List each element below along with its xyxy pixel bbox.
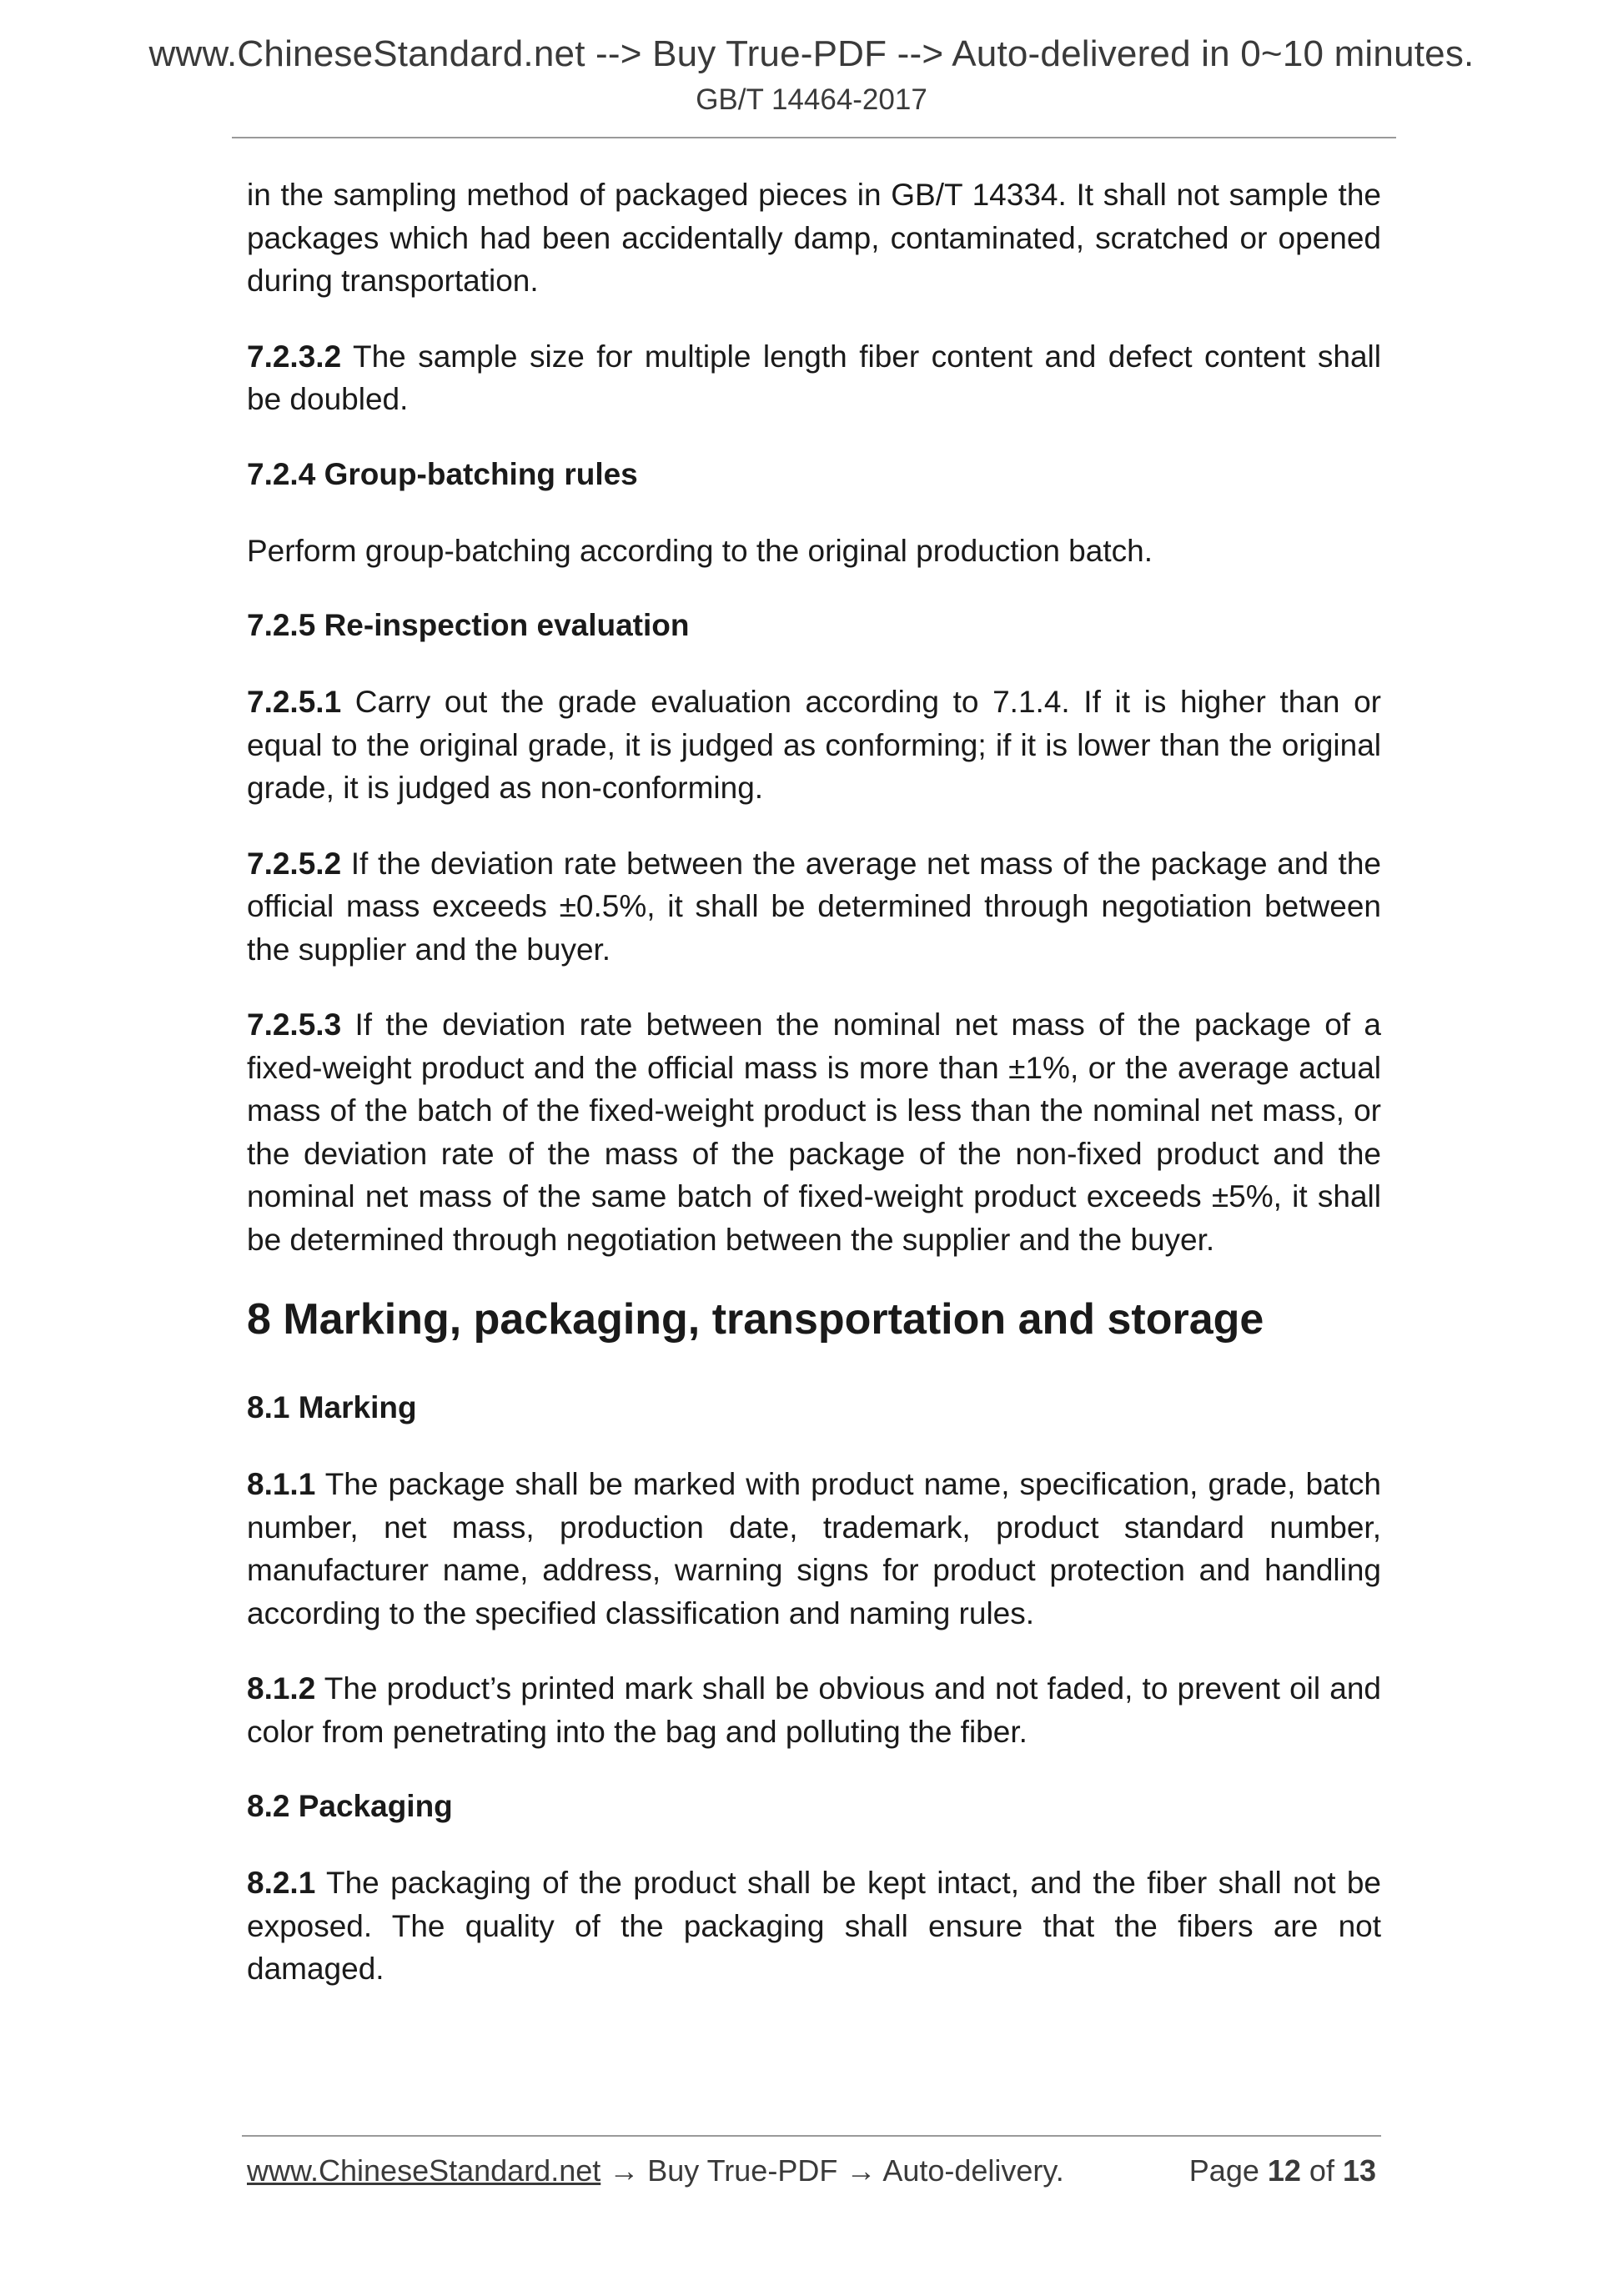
of-label: of (1300, 2153, 1343, 2188)
page-label: Page (1188, 2153, 1268, 2188)
clause-7-2-5-3 (247, 1003, 1381, 1261)
clause-number: 8.1.2 (247, 1671, 316, 1706)
heading-8-2: 8.2 Packaging (247, 1789, 453, 1823)
standard-id: GB/T 14464-2017 (696, 83, 927, 116)
footer-divider (242, 2135, 1381, 2137)
clause-text: The packaging of the product shall be kept intact, and the fiber shall not be exposed. The quality of the packaging shall ensure that the fibers are not damaged. (247, 1866, 1381, 1986)
heading-7-2-5: 7.2.5 Re-inspection evaluation (247, 608, 690, 642)
clause-number: 7.2.5.1 (247, 685, 342, 719)
clause-text: The sample size for multiple length fiber content and defect content shall be doubled. (247, 339, 1381, 416)
clause-7-2-5-1 (247, 681, 1381, 810)
clause-text: The product’s printed mark shall be obvious and not faded, to prevent oil and color from penetrating into the bag and polluting the fiber. (247, 1671, 1381, 1749)
page-indicator (1189, 2153, 1376, 2188)
clause-number: 8.1.1 (247, 1467, 316, 1501)
clause-number: 7.2.3.2 (247, 339, 342, 374)
clause-number: 8.2.1 (247, 1866, 316, 1900)
footer-tagline: → Buy True-PDF → Auto-delivery. (600, 2153, 1064, 2188)
clause-7-2-5-2 (247, 842, 1381, 972)
heading-section-8: 8 Marking, packaging, transportation and storage (247, 1295, 1264, 1344)
heading-7-2-4: 7.2.4 Group-batching rules (247, 456, 638, 491)
clause-text: Carry out the grade evaluation according to 7.1.4. If it is higher than or equal to the original grade, it is judged as conforming; if it is lower than the original grade, it is judged as non-conforming. (247, 685, 1381, 805)
clause-8-1-1 (247, 1463, 1381, 1635)
footer-left (247, 2153, 1064, 2188)
page-footer (247, 2153, 1376, 2188)
clause-8-1-2 (247, 1667, 1381, 1753)
clause-text: If the deviation rate between the nominal net mass of the package of a fixed-weight product and the official mass is more than ±1%, or the average actual mass of the batch of the fixed-weight product is less than the nominal net mass, or the deviation rate of the mass of the package of the non-fixed product and the nominal net mass of the same batch of fixed-weight product exceeds ±5%, it shall be determined through negotiation between the supplier and the buyer. (247, 1007, 1381, 1257)
clause-7-2-3-2 (247, 335, 1381, 421)
clause-8-2-1 (247, 1861, 1381, 1991)
page-number: 12 (1267, 2153, 1301, 2188)
heading-8-1: 8.1 Marking (247, 1390, 417, 1424)
site-link[interactable]: www.ChineseStandard.net (247, 2153, 601, 2188)
document-body (247, 173, 1381, 2023)
page-total: 13 (1342, 2153, 1376, 2188)
clause-number: 7.2.5.2 (247, 846, 342, 881)
site-banner: www.ChineseStandard.net --> Buy True-PDF --> Auto-delivered in 0~10 minutes. (148, 33, 1475, 74)
clause-text: If the deviation rate between the average net mass of the package and the official mass exceeds ±0.5%, it shall be determined through negotiation between the supplier and the buyer. (247, 846, 1381, 967)
paragraph-7-2-4: Perform group-batching according to the original production batch. (247, 533, 1153, 568)
clause-text: The package shall be marked with product name, specification, grade, batch number, net mass, production date, trademark, product standard number, manufacturer name, address, warning signs for product protection and handling according to the specified classification and naming rules. (247, 1467, 1381, 1630)
paragraph-continuation: in the sampling method of packaged pieces in GB/T 14334. It shall not sample the packages which had been accidentally damp, contaminated, scratched or opened during transportation. (247, 178, 1381, 298)
clause-number: 7.2.5.3 (247, 1007, 342, 1042)
header-divider (232, 137, 1396, 138)
